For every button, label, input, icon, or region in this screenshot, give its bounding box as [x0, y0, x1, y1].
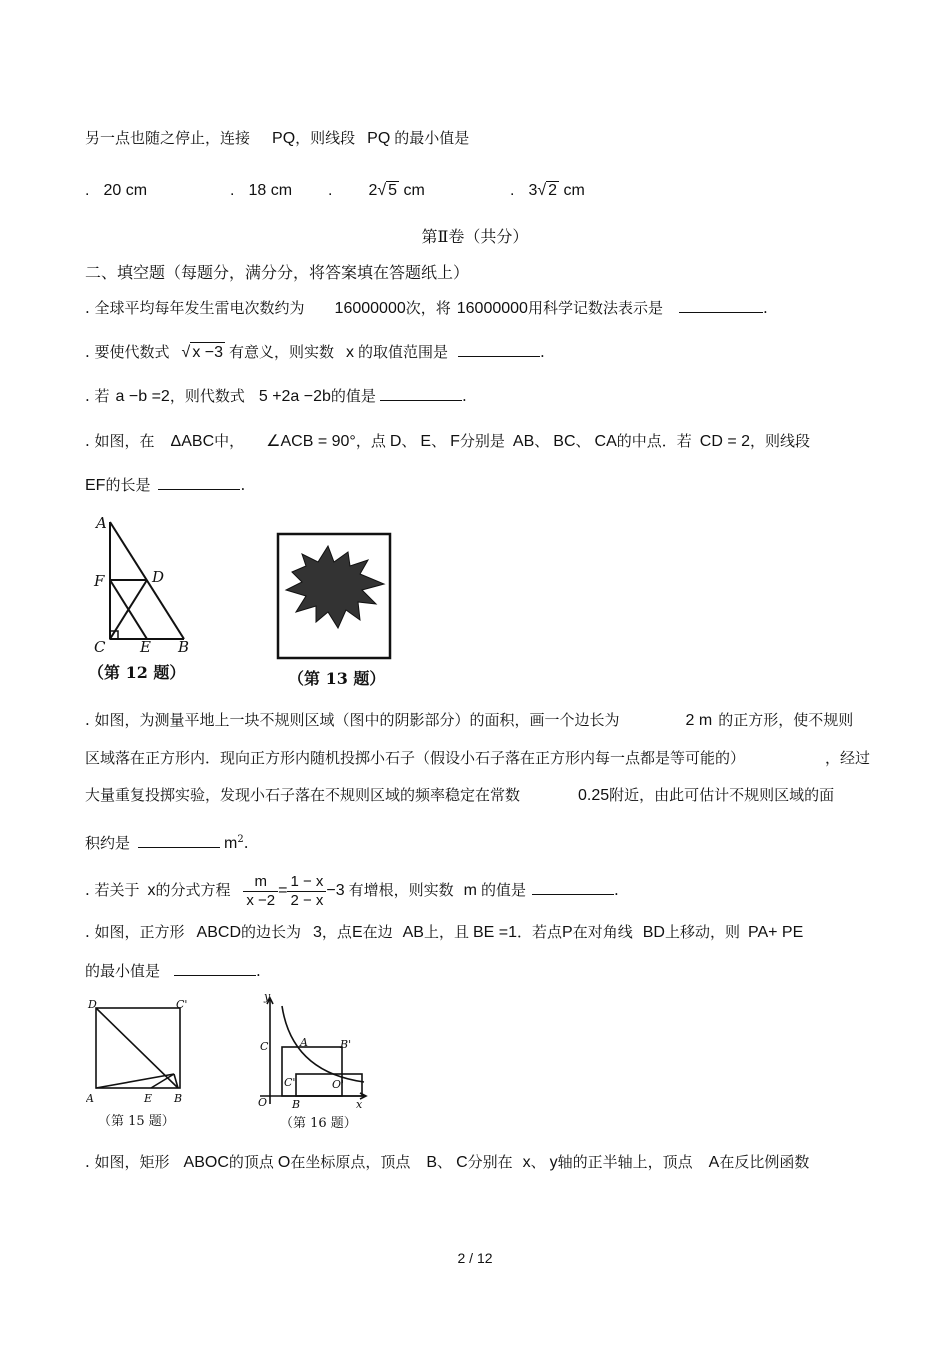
- label-f: F: [94, 572, 105, 590]
- label-a: A: [96, 514, 107, 532]
- question-12: . 要使代数式 √ x −3 有意义，则实数 x 的取值范围是 .: [85, 343, 545, 361]
- label-a: A: [86, 1092, 94, 1105]
- question-15-line3: 大量重复投掷实验，发现小石子落在不规则区域的频率稳定在常数 0.25附近，由此可估计不规则区域的面: [85, 786, 835, 804]
- figure-13-square: [272, 530, 396, 662]
- figure-16: [256, 992, 371, 1132]
- figure-12-caption: （第 12 题）: [88, 663, 186, 682]
- irregular-region-shape: [286, 546, 384, 628]
- question-15-line4: 积约是 $m^2$.: [85, 834, 249, 852]
- answer-blank: [458, 342, 540, 357]
- label-b: B: [174, 1092, 183, 1105]
- figure-15-caption: （第 15 题）: [98, 1114, 175, 1129]
- answer-blank: [679, 298, 763, 313]
- question-15-line2: 区域落在正方形内．现向正方形内随机投掷小石子（假设小石子落在正方形内每一点都是等可能的） ，经过: [85, 749, 871, 767]
- answer-blank: [174, 961, 256, 976]
- figure-16-caption: （第 16 题）: [280, 1116, 357, 1131]
- question-18: . 如图，矩形 ABOC的顶点 O在坐标原点，顶点 B、 C分别在 x、 y轴的正半轴上，顶点 A在反比例函数: [85, 1153, 810, 1171]
- label-d: D: [152, 568, 165, 586]
- label-a: A: [300, 1036, 308, 1049]
- volume-2-title: 第Ⅱ卷（共分）: [421, 227, 529, 246]
- question-14-line2: EF的长是 .: [85, 476, 246, 494]
- figure-12: [88, 512, 208, 692]
- label-c: C: [94, 638, 106, 652]
- figure-16-coordinate-plane: [256, 992, 371, 1110]
- figure-15: [86, 996, 196, 1136]
- question-16: . 若关于 x的分式方程 $\frac{m}{x -2}$ = $\frac{1 - x}{2 - x}$ −3 有增根，则实数 m 的值是 .: [85, 872, 619, 909]
- figure-13: [272, 530, 402, 692]
- answer-blank: [380, 386, 462, 401]
- answer-blank: [138, 833, 220, 848]
- q10-option-c: . 2√ 5 cm: [328, 182, 425, 199]
- label-c: C': [176, 998, 188, 1011]
- figure-12-triangle: [88, 512, 208, 652]
- label-b: B: [292, 1098, 301, 1110]
- question-17: . 如图，正方形 ABCD的边长为 3，点E在边 AB上，且 BE =1．若点P在对角线 BD上移动，则 PA+ PE: [85, 923, 804, 941]
- q10-line: 另一点也随之停止，连接 PQ，则线段 PQ 的最小值是: [85, 129, 470, 147]
- question-14: . 如图，在 ΔABC中， ∠ACB = 90°，点 D、 E、 F分别是 AB、 BC、 CA的中点．若 CD = 2，则线段: [85, 432, 811, 450]
- label-c: C: [260, 1040, 269, 1053]
- q10-option-b: . 18 cm: [230, 182, 293, 199]
- label-x: x: [356, 1098, 363, 1110]
- q10-option-d: . 3√ 2 cm: [510, 182, 585, 199]
- label-o: O: [258, 1096, 268, 1109]
- label-y: y: [264, 992, 271, 1003]
- label-o-prime: O': [332, 1078, 345, 1091]
- question-11: . 全球平均每年发生雷电次数约为 16000000次，将 16000000用科学记数法表示是 .: [85, 299, 768, 317]
- question-15: . 如图，为测量平地上一块不规则区域（图中的阴影部分）的面积，画一个边长为 2 m 的正方形，使不规则: [85, 711, 854, 729]
- label-c-prime: C': [284, 1076, 296, 1089]
- page-number: 2 / 12: [457, 1250, 493, 1266]
- q10-option-a: . 20 cm: [85, 182, 148, 199]
- label-d: D: [88, 998, 97, 1011]
- fraction-2: $\frac{1 - x}{2 - x}$: [287, 873, 326, 910]
- label-b-prime: B': [340, 1038, 352, 1051]
- answer-blank: [158, 475, 240, 490]
- label-b: B: [178, 638, 190, 652]
- answer-blank: [532, 880, 614, 895]
- question-17-line2: 的最小值是 .: [85, 962, 261, 980]
- question-13: . 若 a −b =2，则代数式 5 +2a −2b的值是 .: [85, 387, 467, 405]
- figure-13-caption: （第 13 题）: [288, 669, 386, 688]
- label-e: E: [144, 1092, 153, 1105]
- section-2-title: 二、填空题（每题分，满分分，将答案填在答题纸上）: [85, 263, 470, 282]
- figure-15-square: [86, 996, 196, 1108]
- fraction-1: $\frac{m}{x -2}$: [243, 873, 278, 910]
- label-e: E: [140, 638, 151, 652]
